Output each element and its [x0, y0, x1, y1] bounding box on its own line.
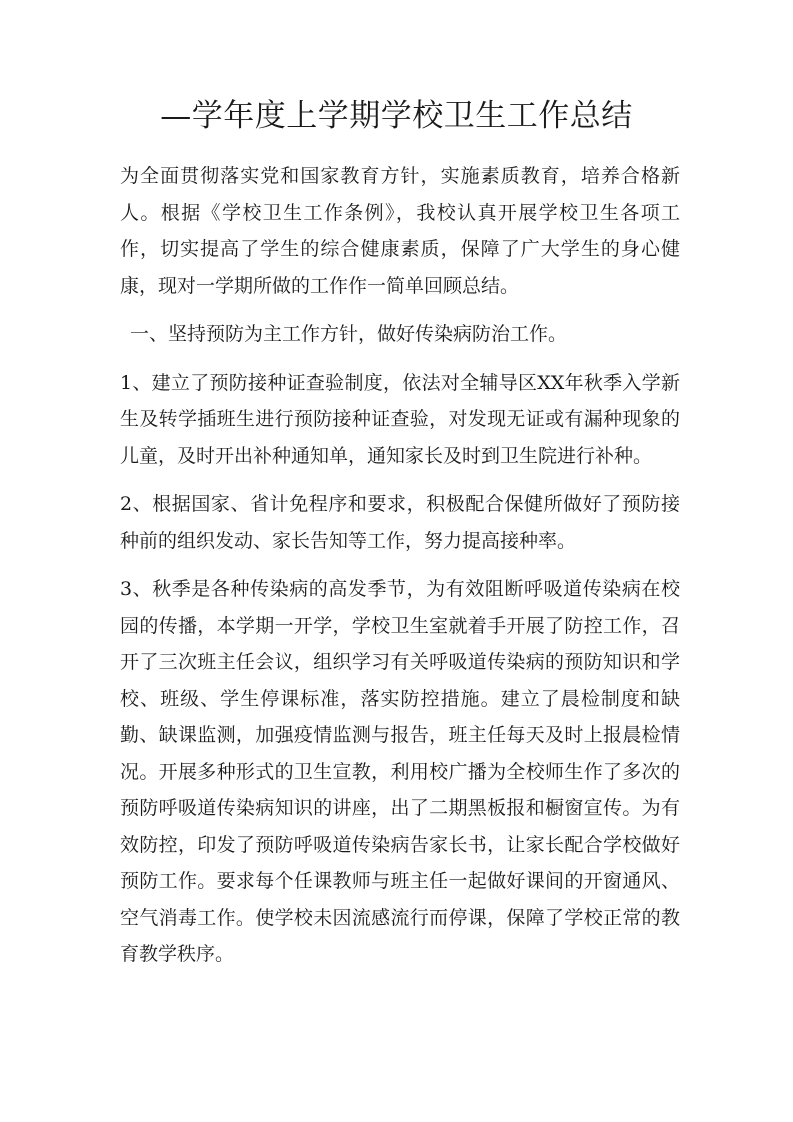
document-title: —学年度上学期学校卫生工作总结	[160, 98, 633, 134]
intro-paragraph: 为全面贯彻落实党和国家教育方针，实施素质教育，培养合格新人。根据《学校卫生工作条例》，我校认真开展学校卫生各项工作，切实提高了学生的综合健康素质，保障了广大学生的身心健康，现对一学期所做的工作作一简单回顾总结。	[120, 165, 680, 297]
section-heading-1: 一、坚持预防为主工作方针，做好传染病防治工作。	[130, 323, 568, 345]
item-paragraph-3: 3、秋季是各种传染病的高发季节，为有效阻断呼吸道传染病在校园的传播，本学期一开学，学校卫生室就着手开展了防控工作，召开了三次班主任会议，组织学习有关呼吸道传染病的预防知识和学校、班级、学生停课标准，落实防控措施。建立了晨检制度和缺勤、缺课监测，加强疫情监测与报告，班主任每天及时上报晨检情况。开展多种形式的卫生宣教，利用校广播为全校师生作了多次的预防呼吸道传染病知识的讲座，出了二期黑板报和橱窗宣传。为有效防控，印发了预防呼吸道传染病告家长书，让家长配合学校做好预防工作。要求每个任课教师与班主任一起做好课间的开窗通风、空气消毒工作。使学校未因流感流行而停课，保障了学校正常的教育教学秩序。	[120, 578, 680, 965]
document-body	[120, 158, 680, 985]
item-paragraph-2: 2、根据国家、省计免程序和要求，积极配合保健所做好了预防接种前的组织发动、家长告知等工作，努力提高接种率。	[120, 493, 680, 552]
item-paragraph-1: 1、建立了预防接种证查验制度，依法对全辅导区XX年秋季入学新生及转学插班生进行预防接种证查验，对发现无证或有漏种现象的儿童，及时开出补种通知单，通知家长及时到卫生院进行补种。	[120, 371, 680, 467]
